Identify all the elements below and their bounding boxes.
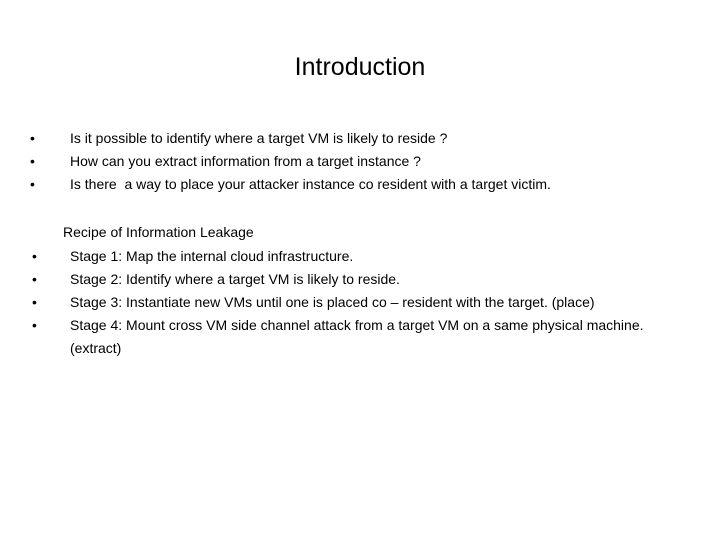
- question-item: [28, 128, 688, 151]
- bullet-icon: •: [32, 248, 37, 264]
- question-item: [28, 151, 688, 174]
- stage-item: [28, 314, 688, 360]
- stage-text: Stage 4: Mount cross VM side channel attack from a target VM on a same physical machine.(extract): [70, 317, 644, 356]
- stage-text: Stage 3: Instantiate new VMs until one is placed co – resident with the target. (place): [70, 294, 595, 310]
- bullet-icon: •: [30, 130, 35, 146]
- stage-text: Stage 2: Identify where a target VM is likely to reside.: [70, 271, 400, 287]
- stage-item: [28, 291, 688, 314]
- bullet-icon: •: [32, 317, 37, 333]
- stage-text: Stage 1: Map the internal cloud infrastructure.: [70, 248, 354, 264]
- bullet-icon: •: [30, 176, 35, 192]
- question-item: [28, 174, 688, 197]
- slide-title: Introduction: [294, 53, 426, 81]
- bullet-icon: •: [32, 271, 37, 287]
- stage-item: [28, 245, 688, 268]
- stage-item: [28, 268, 688, 291]
- question-text: Is it possible to identify where a target VM is likely to reside ?: [70, 130, 448, 146]
- question-text: How can you extract information from a target instance ?: [70, 153, 421, 169]
- bullet-icon: •: [30, 153, 35, 169]
- recipe-heading: Recipe of Information Leakage: [63, 224, 254, 240]
- question-list: [28, 128, 688, 197]
- bullet-icon: •: [32, 294, 37, 310]
- stage-list: [28, 245, 688, 360]
- question-text: Is there a way to place your attacker instance co resident with a target victim.: [70, 176, 551, 192]
